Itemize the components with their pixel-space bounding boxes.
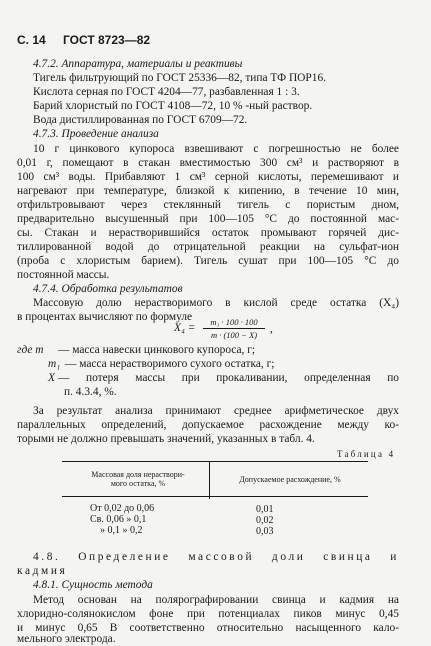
def-text: — масса нерастворимого сухого остатка, г; — [65, 358, 275, 370]
text-line: Барий хлористый по ГОСТ 4108—72, 10 % -ный раствор. — [33, 100, 313, 112]
def-symbol: где m — [17, 344, 44, 356]
def-text: — масса навески цинкового купороса, г; — [58, 344, 256, 356]
table-cell-range: Св. 0,06 » 0,1 — [90, 514, 147, 525]
def-text: п. 4.3.4, %. — [64, 386, 117, 398]
formula-fraction-bar — [203, 328, 265, 329]
section-472-heading: 4.7.2. Аппаратура, материалы и реактивы — [33, 58, 243, 70]
def-symbol: m₁ — [48, 358, 61, 370]
text-line: хлоридно-солянокислом фоне при потенциалах пиков минус 0,45 — [17, 608, 399, 620]
text-line: Вода дистиллированная по ГОСТ 6709—72. — [33, 114, 248, 126]
text-line: параллельных определений, допускаемое расхождение между ко- — [17, 419, 399, 431]
text-line: тиллированной водой до отрицательной реакции на сульфат-ион — [17, 241, 399, 253]
text-line: 100 см³ воды. Прибавляют 1 см³ серной кислоты, перемешивают и — [17, 171, 399, 183]
section-48-heading: 4.8. Определение массовой доли свинца и — [33, 551, 399, 563]
text-line: 0,01 г, помещают в стакан вместимостью 300 см³ и растворяют в — [17, 157, 399, 169]
table-col1-header: Массовая доля нераствори- — [91, 470, 185, 479]
text-line: отфильтровывают через стеклянный тигель с пористым дном, — [17, 199, 399, 211]
text-line: предварительно высушенный при 100—105 °С до постоянной мас- — [17, 213, 399, 225]
text-line: нагревают при температуре, близкой к кипению, в течение 10 мин, — [17, 185, 399, 197]
text-line: и минус 0,65 В соответственно относительно насыщенного кало- — [17, 622, 399, 634]
table-caption: Таблица 4 — [337, 449, 396, 459]
table-cell-value: 0,01 — [256, 504, 274, 515]
def-symbol: X — [48, 372, 55, 384]
text-line: торыми не должно превышать значений, указанных в табл. 4. — [17, 433, 315, 445]
text-line: За результат анализа принимают среднее арифметическое двух — [33, 405, 399, 417]
table-col1-header: мого остатка, % — [110, 479, 166, 488]
table-cell-range: » 0,1 » 0,2 — [100, 525, 143, 536]
table-top-rule — [62, 461, 368, 462]
def-text: — потеря массы при прокаливании, определенная по — [58, 372, 399, 384]
text-line: Кислота серная по ГОСТ 4204—77, разбавленная 1 : 3. — [33, 86, 300, 98]
section-473-heading: 4.7.3. Проведение анализа — [33, 128, 159, 140]
text-line: Тигель фильтрующий по ГОСТ 25336—82, типа ТФ ПОР16. — [33, 72, 326, 84]
table-cell-range: От 0,02 до 0,06 — [90, 503, 155, 514]
formula-numerator: m₁ · 100 · 100 — [210, 317, 258, 327]
page-number: С. 14 — [17, 33, 46, 47]
table-header-rule — [62, 496, 368, 497]
table-cell-value: 0,03 — [256, 526, 274, 537]
standard-code: ГОСТ 8723—82 — [63, 33, 151, 47]
section-474-heading: 4.7.4. Обработка результатов — [33, 283, 183, 295]
text-line: 10 г цинкового купороса взвешивают с погрешностью не более — [33, 143, 399, 155]
formula-lhs: X₄ = — [174, 322, 196, 334]
text-line: постоянной массы. — [17, 269, 110, 281]
text-line: мельного электрода. — [17, 633, 116, 645]
table-col2-header: Допускаемое расхождение, % — [239, 475, 341, 484]
text-line: сы. Стакан и нерастворившийся остаток промывают горячей дис- — [17, 227, 399, 239]
formula-tail: , — [270, 323, 273, 335]
text-line: в процентах вычисляют по формуле — [17, 311, 193, 323]
section-481-heading: 4.8.1. Сущность метода — [33, 579, 153, 591]
table-cell-value: 0,02 — [256, 515, 274, 526]
table-column-divider — [209, 461, 210, 499]
formula-denominator: m · (100 − X) — [210, 330, 258, 340]
section-48-heading-cont: кадмия — [17, 565, 68, 577]
text-line: Массовую долю нерастворимого в кислой среде остатка (X₄) — [33, 297, 399, 309]
text-line: Метод основан на полярографировании свинца и кадмия на — [33, 594, 399, 606]
text-line: (проба с хлористым барием). Тигель сушат при 100—105 °С до — [17, 255, 399, 267]
